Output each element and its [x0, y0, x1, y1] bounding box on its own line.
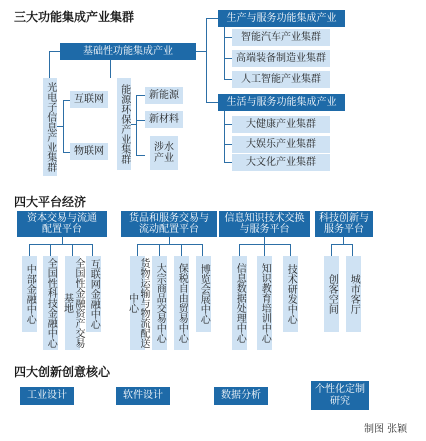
connector [50, 244, 51, 256]
connector [136, 95, 145, 96]
platform-capital-item: 互联网金融中心 [86, 256, 101, 332]
connector [224, 124, 232, 125]
connector [224, 162, 232, 163]
section-title-platforms: 四大平台经济 [14, 195, 87, 209]
connector [343, 237, 344, 244]
connector [131, 124, 136, 125]
connector [224, 111, 225, 162]
connector [136, 120, 145, 121]
connector [206, 102, 218, 103]
connector [264, 244, 265, 256]
group-energy-environment: 能源环保产业集群 [117, 78, 131, 170]
platform-tech-item: 创客空间 [324, 256, 339, 332]
material-new-energy: 新能源 [145, 87, 183, 104]
connector [224, 37, 232, 38]
platform-info-item: 知识教育培训中心 [257, 256, 272, 350]
link-iot: 物联网 [70, 143, 108, 160]
material-water-industry: 涉水产业 [150, 136, 178, 170]
platform-goods-item: 保税自由贸易中心 [174, 256, 189, 350]
section-title-cores: 四大创新创意核心 [14, 365, 111, 379]
section-title-clusters: 三大功能集成产业集群 [14, 10, 135, 24]
connector [206, 18, 207, 102]
connector [224, 144, 232, 145]
connector [63, 100, 64, 152]
connector [62, 237, 63, 244]
connector [29, 244, 93, 256]
life-item-entertainment: 大娱乐产业集群 [232, 136, 330, 153]
credit: 制图 张颖 [364, 424, 408, 435]
platform-info-title: 信息知识技术交换与服务平台 [219, 211, 310, 237]
base-cluster-title: 基础性功能集成产业 [60, 43, 196, 60]
core-software-design: 软件设计 [116, 387, 170, 405]
platform-capital-item: 全国性科技金融中心 [43, 256, 58, 350]
connector [63, 100, 70, 101]
connector [264, 237, 265, 244]
platform-goods-item: 大宗商品交易中心 [152, 256, 167, 350]
platform-info-item: 信息数据处理中心 [232, 256, 247, 350]
connector [57, 126, 63, 127]
platform-capital-item: 中部金融中心 [22, 256, 37, 332]
connector [159, 244, 160, 256]
life-item-health: 大健康产业集群 [232, 116, 330, 133]
production-cluster-title: 生产与服务功能集成产业 [218, 10, 345, 27]
production-item-high-end-equipment: 高端装备制造业集群 [232, 50, 330, 67]
connector [331, 244, 353, 256]
production-item-smart-vehicle: 智能汽车产业集群 [232, 29, 330, 46]
connector [72, 244, 73, 256]
connector [49, 51, 50, 78]
platform-tech-title: 科技创新与服务平台 [315, 211, 373, 237]
core-industrial-design: 工业设计 [20, 387, 74, 405]
life-item-culture: 大文化产业集群 [232, 154, 330, 171]
platform-info-item: 技术研发中心 [283, 256, 298, 332]
material-new-materials: 新材料 [145, 111, 183, 128]
connector [49, 51, 60, 52]
group-optoelectronics: 光电子信息产业集群 [43, 78, 57, 176]
core-data-analysis: 数据分析 [214, 387, 268, 405]
connector [196, 51, 206, 52]
platform-capital-item: 全国性金融资产交易基地 [61, 258, 84, 348]
platform-goods-item: 博览会展中心 [196, 256, 211, 332]
connector [206, 18, 218, 19]
platform-goods-item: 货物运输与物流配送中心 [126, 258, 149, 348]
platform-goods-title: 货品和服务交易与流动配置平台 [121, 211, 217, 237]
production-item-ai: 人工智能产业集群 [232, 71, 330, 88]
connector [169, 237, 170, 244]
link-internet: 互联网 [70, 91, 108, 108]
platform-capital-title: 资本交易与流通配置平台 [17, 211, 107, 237]
platform-tech-item: 城市客厅 [346, 256, 361, 332]
connector [224, 79, 232, 80]
connector [181, 244, 182, 256]
connector [224, 58, 232, 59]
life-cluster-title: 生活与服务功能集成产业 [218, 94, 345, 111]
connector [136, 95, 137, 155]
core-custom-research: 个性化定制研究 [311, 381, 369, 410]
connector [239, 244, 291, 256]
connector [137, 244, 203, 256]
connector [63, 152, 70, 153]
connector [224, 27, 225, 79]
connector [110, 60, 111, 78]
connector [136, 155, 145, 156]
